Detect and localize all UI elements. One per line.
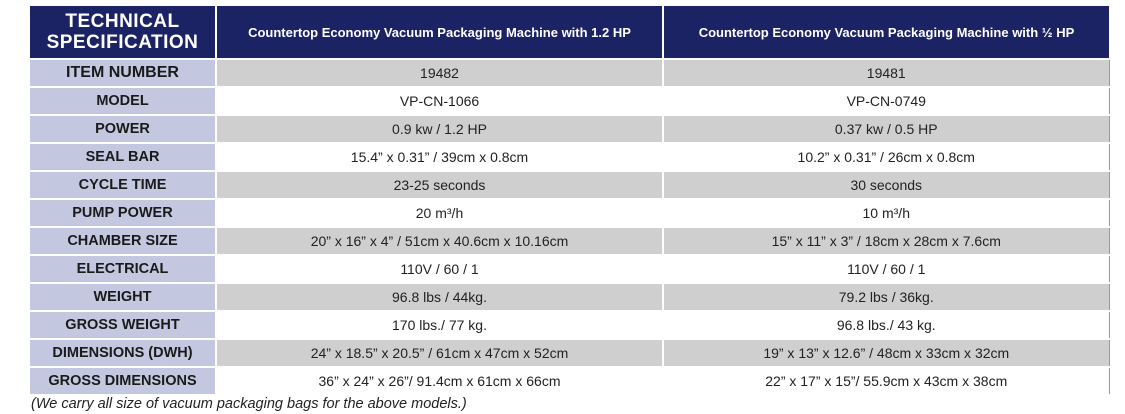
spec-row-power	[30, 115, 1109, 143]
model-b-value: 96.8 lbs./ 43 kg.	[663, 311, 1109, 339]
row-label: SEAL BAR	[30, 143, 216, 171]
model-b-value: 30 seconds	[663, 171, 1109, 199]
model-b-value: 110V / 60 / 1	[663, 255, 1109, 283]
row-label: ELECTRICAL	[30, 255, 216, 283]
model-a-value: 20” x 16” x 4” / 51cm x 40.6cm x 10.16cm	[216, 227, 663, 255]
model-a-value: 96.8 lbs / 44kg.	[216, 283, 663, 311]
model-a-value: 15.4” x 0.31” / 39cm x 0.8cm	[216, 143, 663, 171]
row-label: POWER	[30, 115, 216, 143]
model-b-value: VP-CN-0749	[663, 87, 1109, 115]
footnote: (We carry all size of vacuum packaging bags for the above models.)	[31, 396, 467, 412]
model-b-value: 10 m³/h	[663, 199, 1109, 227]
row-label: GROSS DIMENSIONS	[30, 367, 216, 394]
model-b-value: 19” x 13” x 12.6” / 48cm x 33cm x 32cm	[663, 339, 1109, 367]
row-label: GROSS WEIGHT	[30, 311, 216, 339]
model-b-value: 19481	[663, 59, 1109, 87]
row-label: PUMP POWER	[30, 199, 216, 227]
model-b-value: 10.2” x 0.31” / 26cm x 0.8cm	[663, 143, 1109, 171]
model-a-value: 23-25 seconds	[216, 171, 663, 199]
spec-row-chamber-size	[30, 227, 1109, 255]
model-b-value: 79.2 lbs / 36kg.	[663, 283, 1109, 311]
spec-row-electrical	[30, 255, 1109, 283]
model-a-value: 24” x 18.5” x 20.5” / 61cm x 47cm x 52cm	[216, 339, 663, 367]
model-b-value: 0.37 kw / 0.5 HP	[663, 115, 1109, 143]
model-b-header: Countertop Economy Vacuum Packaging Machine with ½ HP	[663, 6, 1109, 59]
model-a-value: VP-CN-1066	[216, 87, 663, 115]
table-title-line-2: SPECIFICATION	[46, 32, 199, 53]
spec-row-weight	[30, 283, 1109, 311]
row-label: MODEL	[30, 87, 216, 115]
spec-rows	[30, 59, 1109, 394]
model-a-value: 110V / 60 / 1	[216, 255, 663, 283]
spec-row-model	[30, 87, 1109, 115]
model-a-value: 19482	[216, 59, 663, 87]
table-title	[30, 6, 216, 59]
spec-row-gross-dimensions	[30, 367, 1109, 394]
spec-row-pump-power	[30, 199, 1109, 227]
model-a-value: 36” x 24” x 26”/ 91.4cm x 61cm x 66cm	[216, 367, 663, 394]
row-label: ITEM NUMBER	[30, 59, 216, 87]
spec-row-cycle-time	[30, 171, 1109, 199]
spec-row-seal-bar	[30, 143, 1109, 171]
spec-row-dimensions	[30, 339, 1109, 367]
header-row	[30, 6, 1109, 59]
spec-row-item-number	[30, 59, 1109, 87]
model-b-value: 22” x 17” x 15”/ 55.9cm x 43cm x 38cm	[663, 367, 1109, 394]
model-a-value: 170 lbs./ 77 kg.	[216, 311, 663, 339]
model-a-header: Countertop Economy Vacuum Packaging Machine with 1.2 HP	[216, 6, 663, 59]
model-a-value: 20 m³/h	[216, 199, 663, 227]
row-label: CYCLE TIME	[30, 171, 216, 199]
model-a-value: 0.9 kw / 1.2 HP	[216, 115, 663, 143]
row-label: WEIGHT	[30, 283, 216, 311]
spec-row-gross-weight	[30, 311, 1109, 339]
model-b-value: 15” x 11” x 3” / 18cm x 28cm x 7.6cm	[663, 227, 1109, 255]
table-title-line-1: TECHNICAL	[65, 11, 180, 32]
row-label: DIMENSIONS (DWH)	[30, 339, 216, 367]
row-label: CHAMBER SIZE	[30, 227, 216, 255]
technical-specification-table	[30, 6, 1110, 394]
